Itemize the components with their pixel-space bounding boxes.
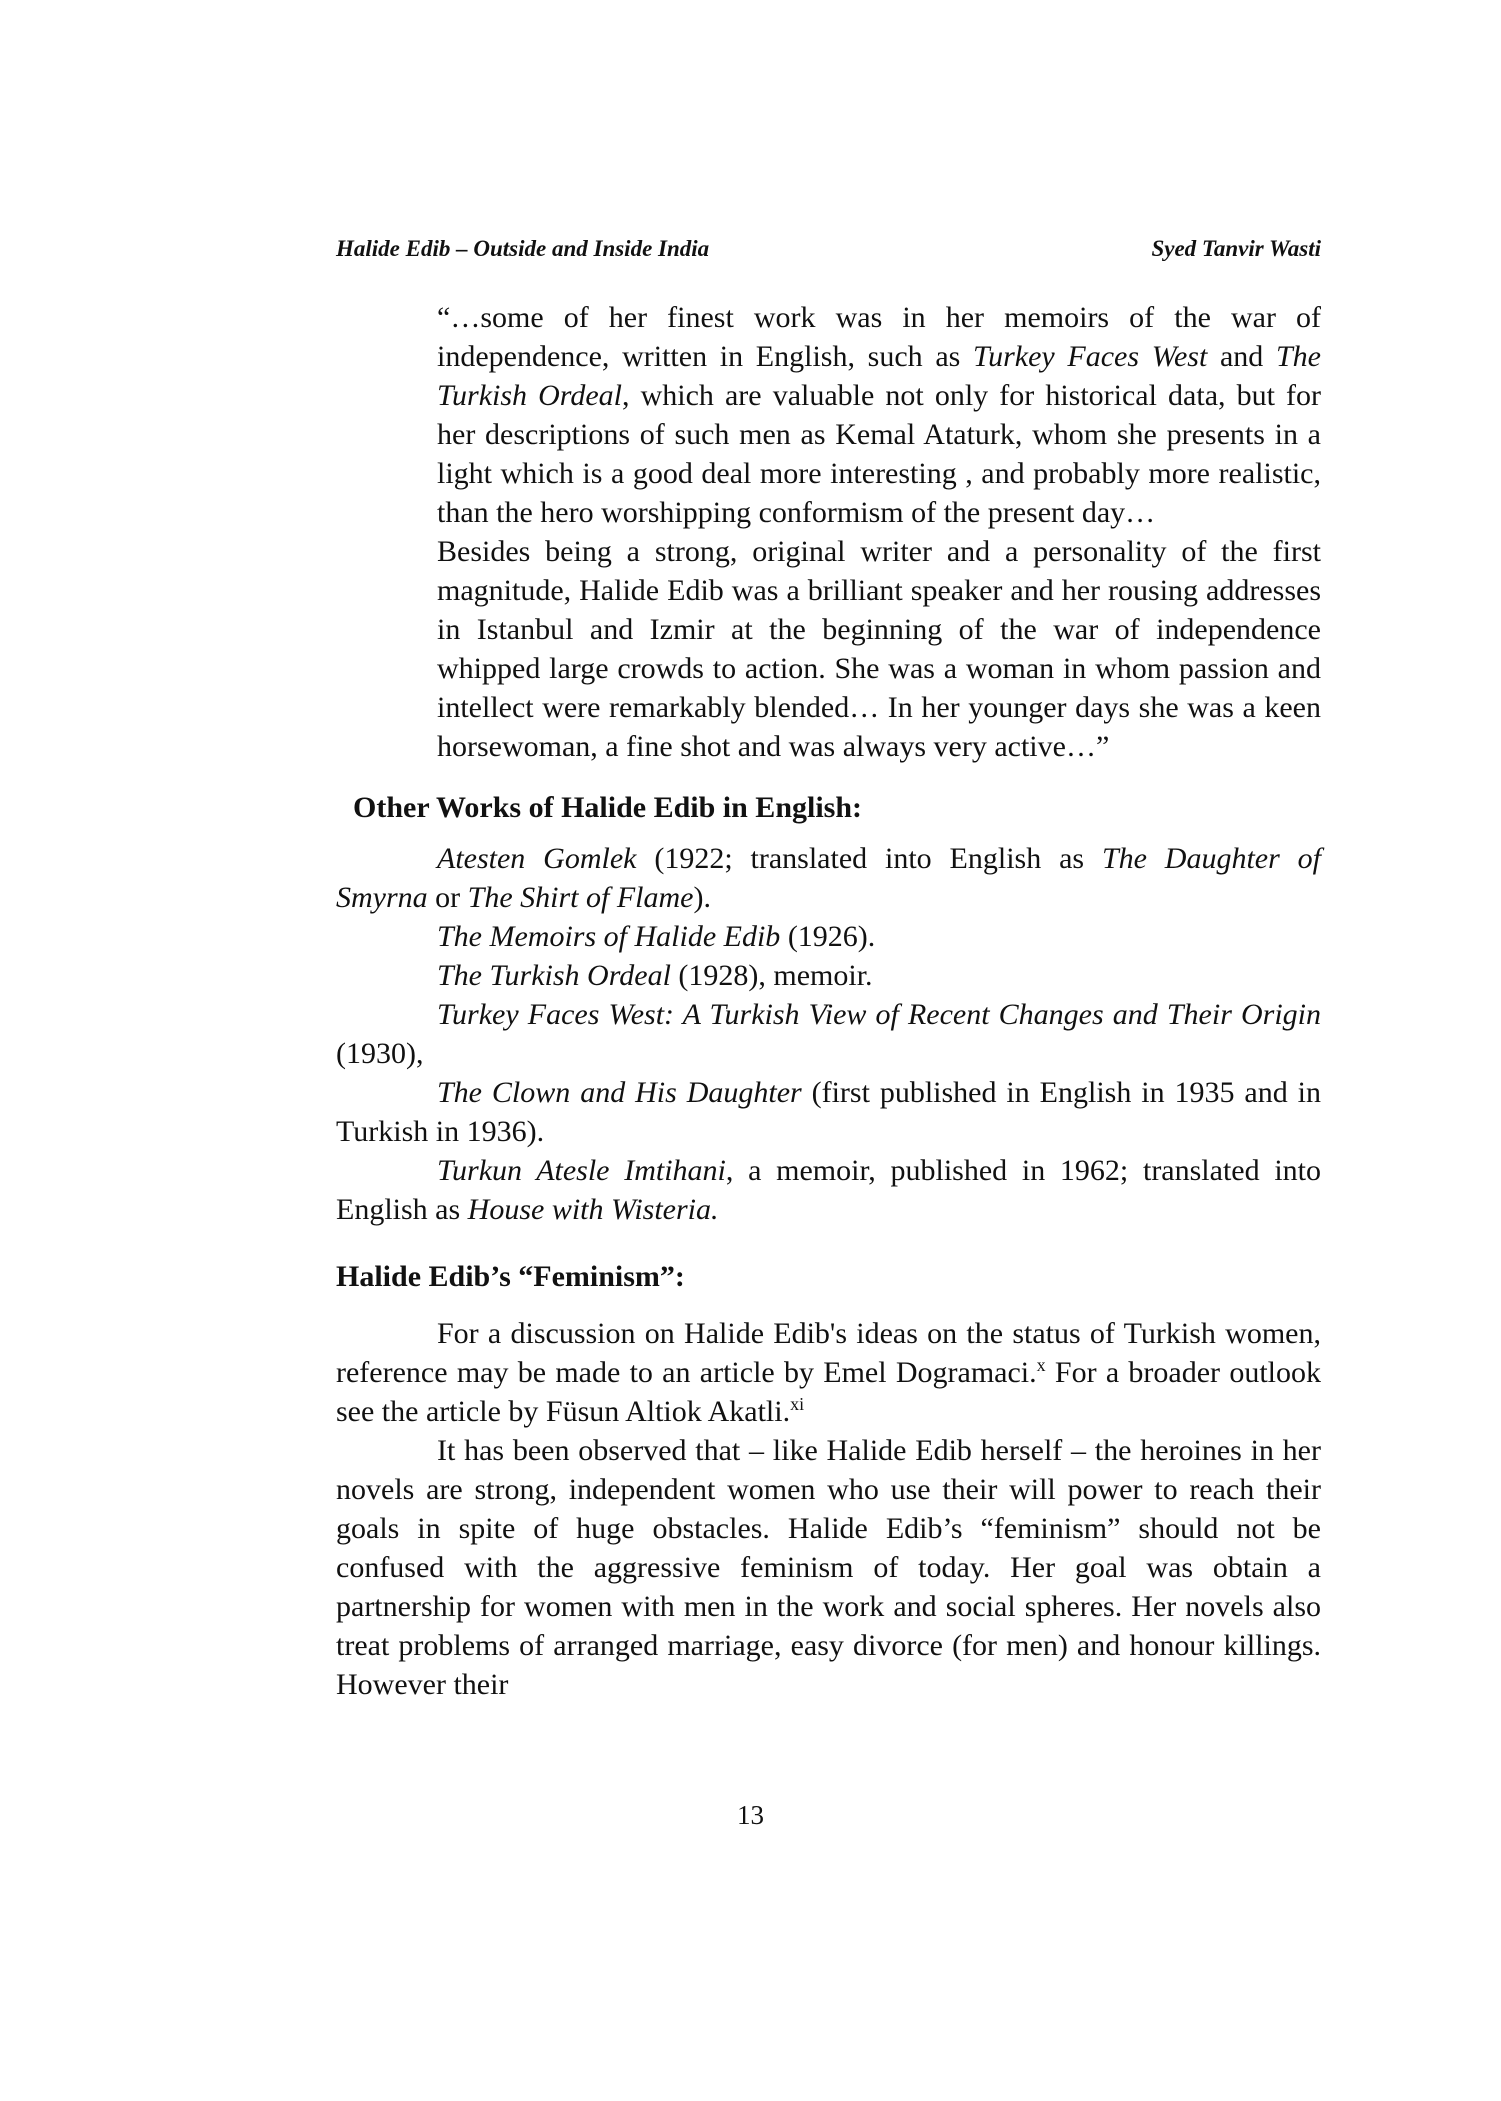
- endnote-ref[interactable]: x: [1036, 1355, 1046, 1375]
- work-item: [336, 917, 1321, 956]
- book-title: Turkey Faces West: [973, 340, 1208, 373]
- page-number: 13: [737, 1800, 764, 1830]
- book-title: The Turkish Ordeal: [437, 959, 671, 992]
- book-title: Turkey Faces West: A Turkish View of Recent Changes and Their Origin: [437, 998, 1321, 1031]
- book-title: The Turkish Ordeal: [437, 340, 1321, 412]
- quote-paragraph-1: [437, 298, 1321, 532]
- header-author: Syed Tanvir Wasti: [1151, 236, 1321, 261]
- text-run: or: [427, 881, 468, 914]
- work-item: [336, 995, 1321, 1073]
- feminism-paragraph-1: [336, 1314, 1321, 1431]
- header-title: Halide Edib – Outside and Inside India: [336, 236, 710, 261]
- page-body: [336, 298, 1321, 1704]
- text-run: “…some of her finest work was in her memoirs of the war of independence, written in English, such as: [437, 301, 1321, 373]
- text-run: , a memoir, published in 1962; translated into English as: [336, 1154, 1321, 1226]
- text-run: , which are valuable not only for historical data, but for her descriptions of such men as Kemal Ataturk, whom she presents in a light which is a good deal more interesting , and probably more realistic, than the hero worshipping conformism of the present day…: [437, 379, 1322, 529]
- book-title: House with Wisteria.: [467, 1193, 719, 1226]
- book-title: The Daughter of Smyrna: [336, 842, 1321, 914]
- section-heading-works: Other Works of Halide Edib in English:: [353, 791, 863, 824]
- block-quote: [437, 298, 1321, 766]
- work-item: [336, 1151, 1321, 1229]
- text-run: For a discussion on Halide Edib's ideas on the status of Turkish women, reference may be made to an article by Emel Dogramaci.: [336, 1317, 1321, 1389]
- book-title: The Clown and His Daughter: [437, 1076, 802, 1109]
- work-item: [336, 1073, 1321, 1151]
- text-run: and: [1207, 340, 1276, 373]
- quote-paragraph-2: Besides being a strong, original writer and a personality of the first magnitude, Halide Edib was a brilliant speaker and her rousing addresses in Istanbul and Izmir at the beginning of the war of independence whipped large crowds to action. She was a woman in whom passion and intellect were remarkably blended… In her younger days she was a keen horsewoman, a fine shot and was always very active…”: [437, 535, 1321, 763]
- book-title: The Shirt of Flame: [467, 881, 694, 914]
- work-item: [336, 956, 1321, 995]
- text-run: (first published in English in 1935 and in Turkish in 1936).: [336, 1076, 1321, 1148]
- text-run: For a broader outlook see the article by Füsun Altiok Akatli.: [336, 1356, 1321, 1428]
- book-title: Atesten Gomlek: [437, 842, 637, 875]
- text-run: ).: [693, 881, 711, 914]
- running-header: [336, 236, 1321, 262]
- book-title: The Memoirs of Halide Edib: [437, 920, 781, 953]
- book-title: Turkun Atesle Imtihani: [437, 1154, 726, 1187]
- text-run: (1930),: [336, 1037, 424, 1070]
- text-run: (1922; translated into English as: [636, 842, 1102, 875]
- text-run: (1928), memoir.: [670, 959, 873, 992]
- text-run: (1926).: [780, 920, 876, 953]
- endnote-ref[interactable]: xi: [790, 1394, 805, 1414]
- feminism-paragraph-2: It has been observed that – like Halide Edib herself – the heroines in her novels are strong, independent women who use their will power to reach their goals in spite of huge obstacles. Halide Edib’s “feminism” should not be confused with the aggressive feminism of today. Her goal was obtain a partnership for women with men in the work and social spheres. Her novels also treat problems of arranged marriage, easy divorce (for men) and honour killings. However their: [336, 1434, 1321, 1701]
- section-heading-feminism: Halide Edib’s “Feminism”:: [336, 1260, 685, 1293]
- work-item: [336, 839, 1321, 917]
